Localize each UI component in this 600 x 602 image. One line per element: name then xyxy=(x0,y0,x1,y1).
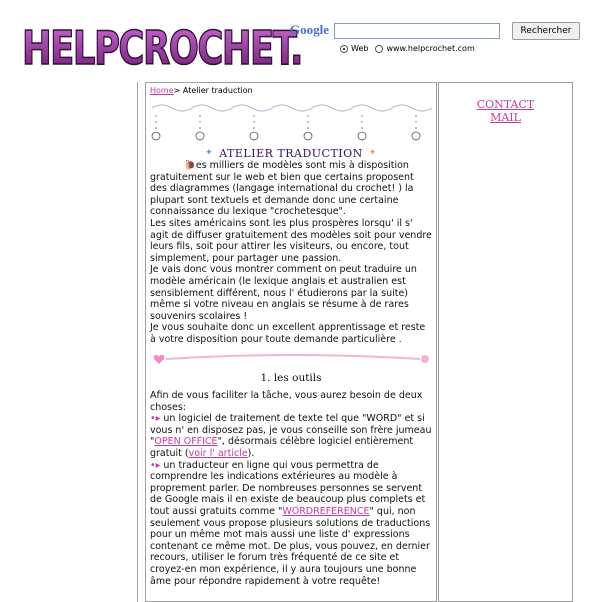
radio-web[interactable] xyxy=(340,45,348,53)
hanging-bears-decoration xyxy=(150,100,434,144)
search-scope xyxy=(340,44,475,53)
list-item: •▸ un traducteur en ligne qui vous permettra de comprendre les indications extérieures au modèle à proprement parler. De nombreuses personnes se servent de Google mais il en existe de beaucoup plus complets et tout aussi gratuits comme "WORDREFERENCE" qui, non seulement vous propose plusieurs solutions de traductions pour un même mot mais aussi une liste d' expressions contenant ce même mot. De plus, vous pouvez, en dernier recours, utiliser le forum très fréquenté de ce site et croyez-en mon expérience, il y aura toujours une bonne âme pour répondre rapidement à votre requête! xyxy=(150,459,431,587)
main-content xyxy=(145,82,437,602)
right-sidebar xyxy=(438,82,573,602)
wordreference-link[interactable]: WORDREFERENCE xyxy=(282,506,370,518)
search-button[interactable]: Rechercher xyxy=(512,22,580,40)
list-item: •▸ un logiciel de traitement de texte tel que "WORD" et si vous n' en disposez pas, je vous conseille son frère jumeau "OPEN OFFICE", désormais célèbre logiciel entièrement gratuit (voir l' article). xyxy=(150,413,432,460)
google-logo: Google xyxy=(290,22,329,37)
article-body xyxy=(146,160,436,587)
bullet-icon: •▸ xyxy=(150,459,161,471)
open-office-link[interactable]: OPEN OFFICE xyxy=(154,436,218,448)
google-search-box xyxy=(290,22,580,62)
hearts-divider xyxy=(150,349,434,369)
breadcrumb xyxy=(146,83,436,98)
article-title: ATELIER TRADUCTION xyxy=(219,146,363,160)
article-paragraph: Les sites américains sont les plus prospères lorsqu' il s' agit de diffuser gratuitement des modèles soit pour vendre leurs fils, soit pour attirer les visiteurs, ou encore, tout simplement, pour partager une passion. xyxy=(150,217,432,264)
radio-site-label: www.helpcrochet.com xyxy=(386,44,475,53)
left-column xyxy=(137,82,145,602)
contact-mail-link[interactable]: CONTACT MAIL xyxy=(476,98,535,124)
article-paragraph: Je vais donc vous montrer comment on peut traduire un modèle américain (le lexique anglais et australien est sensiblement différent, nous l' étudierons par la suite) même si votre niveau en anglais se résume à de rares souvenirs scolaires ! xyxy=(150,264,417,322)
article-paragraph: 🐌es milliers de modèles sont mis à disposition gratuitement sur le web et bien que certains proposent des diagrammes (langage international du crochet! ) la plupart sont textuels et demande donc une certaine connaissance du lexique "crochetesque". xyxy=(150,160,414,218)
site-header xyxy=(0,0,600,80)
article-title-row xyxy=(146,146,436,160)
sparkle-icon: ✦ xyxy=(368,148,377,158)
voir-article-link[interactable]: voir l' article xyxy=(188,448,248,460)
breadcrumb-current: Atelier traduction xyxy=(182,86,253,95)
bullet-icon: •▸ xyxy=(150,413,161,425)
breadcrumb-separator: > xyxy=(173,86,183,95)
article-paragraph: Je vous souhaite donc un excellent apprentissage et reste à votre disposition pour toute demande particulière . xyxy=(150,322,426,345)
search-input[interactable] xyxy=(334,23,500,39)
section-intro: Afin de vous faciliter la tâche, vous aurez besoin de deux choses: xyxy=(150,390,423,413)
radio-site[interactable] xyxy=(375,45,383,53)
section-title: 1. les outils xyxy=(260,371,322,384)
logo-text: HELPCROCHET. xyxy=(22,21,302,75)
radio-web-label: Web xyxy=(351,44,369,53)
breadcrumb-home-link[interactable]: Home xyxy=(150,86,174,95)
sparkle-icon: ✦ xyxy=(205,148,214,158)
snail-icon: 🐌 xyxy=(184,160,196,171)
site-logo[interactable] xyxy=(18,14,308,76)
